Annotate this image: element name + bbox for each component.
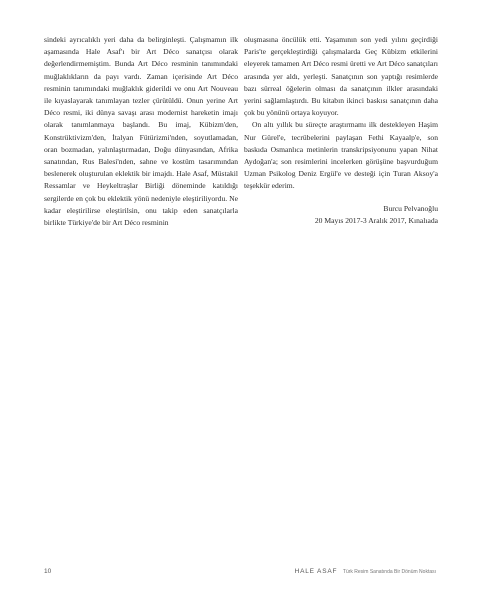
running-head <box>295 568 436 575</box>
signature-date-place: 20 Mayıs 2017-3 Aralık 2017, Kınalıada <box>314 215 438 225</box>
right-paragraph-1: oluşmasına öncülük etti. Yaşamının son yedi yılını geçirdiği Paris'te gerçekleştirdiği çalışmalarda Geç Kübizm etkilerini eleyerek tamamen Art Déco resmi üretti ve Art Déco sanatçıları arasında yer aldı, yerleşti. Sanatçının son yaptığı resimlerde bazı sürreal öğelerin olması da sanatçının ilkler arasındaki yerini sağlamlaştırdı. Bu kitabın ikinci baskısı sanatçının daha çok bu yönünü ortaya koyuyor. <box>244 35 438 118</box>
left-text-column <box>44 34 238 229</box>
signature-block <box>244 203 438 227</box>
signature-name: Burcu Pelvanoğlu <box>383 203 438 213</box>
page-number: 10 <box>44 568 52 575</box>
right-paragraph-2: On altı yıllık bu süreçte araştırmamı ilk destekleyen Haşim Nur Gürel'e, tecrübelerini paylaşan Fethi Kayaalp'e, son baskıda Osmanlıca metinlerin transkripsiyonunu yapan Nihat Aydoğan'a; son resimlerini incelerken görüşüne başvurduğum Uzman Psikolog Deniz Ergül'e ve desteği için Turan Aksoy'a teşekkür ederim. <box>244 120 438 191</box>
left-paragraph-1: sindeki ayrıcalıklı yeri daha da belirginleşti. Çalışmamın ilk aşamasında Hale Asaf'ı bir Art Déco sanatçısı olarak değerlendirmemiştim. Bunda Art Déco resminin tanımındaki muğlaklıkların da payı vardı. Zaman içerisinde Art Déco resminin tanımındaki muğlaklık giderildi ve onu Art Nouveau ile kıyaslayarak tanımlayan tezler çürütüldü. Onun yerine Art Déco resmi, iki dünya savaşı arası modernist hareketin imajı olarak tanımlanmaya başlandı. Bu imaj, Kübizm'den, Konstrüktivizm'den, İtalyan Fütürizmi'nden, soyutlamadan, oran bozmadan, yalınlaştırmadan, Doğu dünyasından, Afrika sanatından, Rus Balesi'nden, sahne ve kostüm tasarımından beslenerek oluşturulan eklektik bir imajdı. Hale Asaf, Müstakil Ressamlar ve Heykeltraşlar Birliği döneminde katıldığı sergilerde en çok bu eklektik yönü nedeniyle eleştiriliyordu. Ne kadar eleştirilirse eleştirilsin, onu takip eden sanatçılarla birlikte Türkiye'de bir Art Déco resminin <box>44 35 238 228</box>
running-head-author: HALE ASAF <box>294 568 338 575</box>
running-head-book-title: Türk Resim Sanatında Bir Dönüm Noktası <box>342 569 436 575</box>
right-text-column <box>244 34 438 227</box>
